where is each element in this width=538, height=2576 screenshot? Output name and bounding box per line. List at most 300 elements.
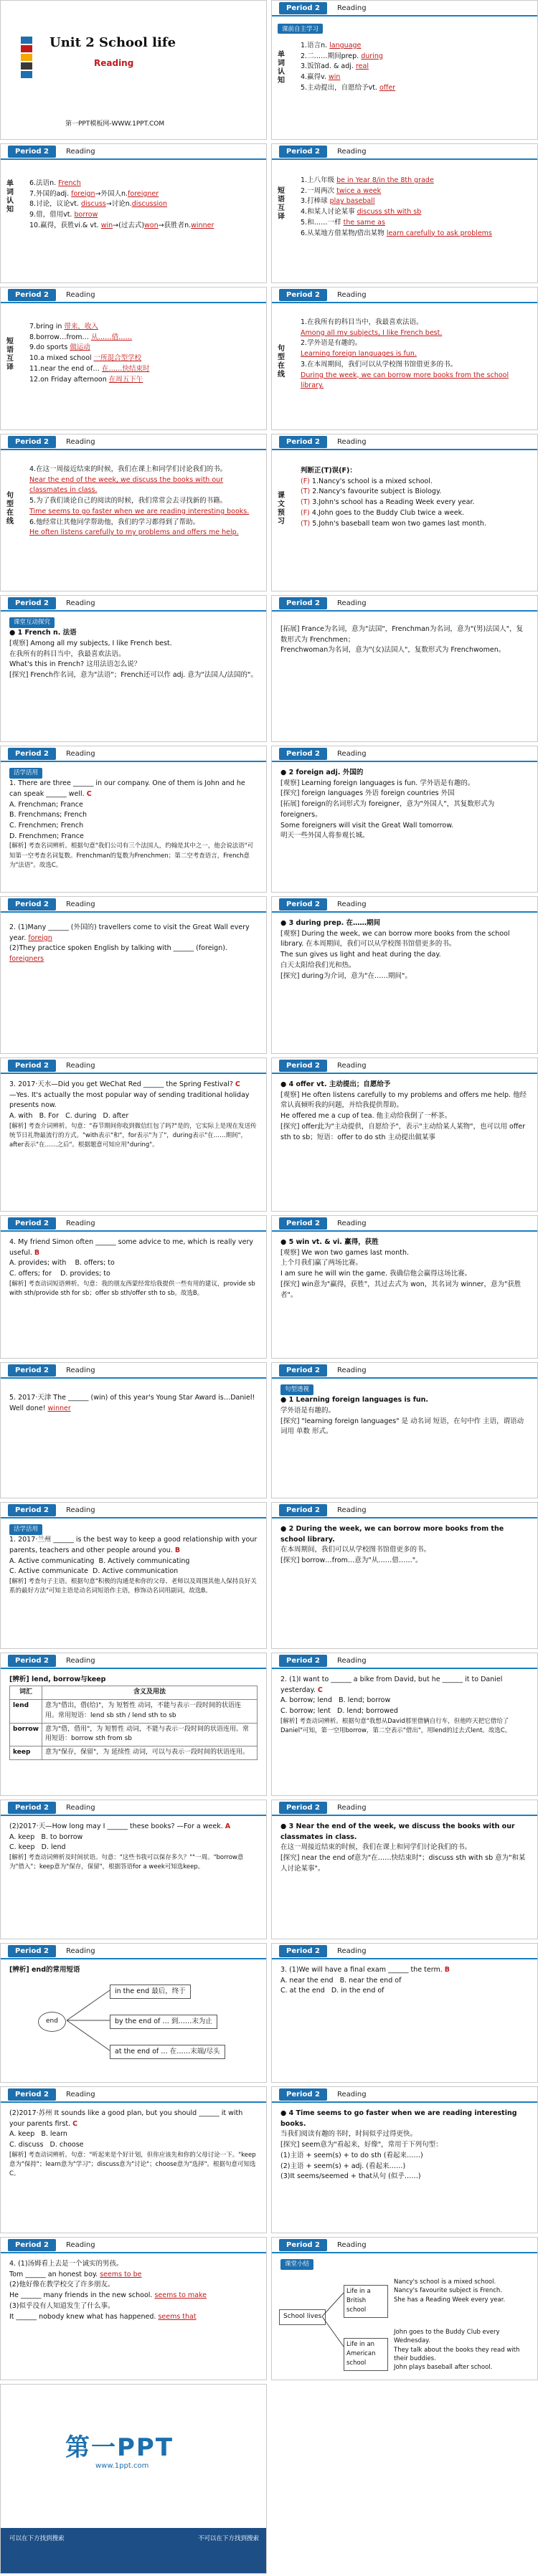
exercise-content	[1, 1518, 266, 1602]
section-label: Reading	[336, 1219, 367, 1227]
options: A. keep B. learn	[9, 2130, 67, 2139]
text-line: 明天一些外国人将参观长城。	[280, 832, 369, 840]
period-badge: Period 2	[279, 436, 327, 448]
point-content	[272, 1816, 537, 1881]
slide-header	[1, 596, 266, 612]
slide-header	[1, 287, 266, 303]
slide-header	[272, 1363, 537, 1379]
slide-header	[272, 1503, 537, 1518]
table-row	[10, 1723, 258, 1746]
section-label: Reading	[65, 1061, 95, 1070]
mindmap-branch: by the end of … 到……末为止	[110, 2015, 217, 2030]
summary-items	[394, 2328, 534, 2372]
explanation: [解析] 考查动词辨析。根据句意"我想从David那里借辆自行车，但他昨天把它借给了Daniel"可知，第一空用borrow，第二空表示"借出"，用lend的过去式lent。故选C。	[280, 1717, 511, 1735]
section-label: Reading	[336, 2240, 367, 2249]
mindmap-content	[1, 1959, 266, 2075]
section-label: Reading	[65, 1219, 95, 1227]
section-label: Reading	[65, 1803, 95, 1812]
question-intro: (2)他好像在教学校交了许多朋友。	[9, 2281, 115, 2289]
period-badge: Period 2	[279, 597, 327, 609]
options: C. keep D. lend	[9, 1843, 66, 1852]
slide-header	[1, 2238, 266, 2253]
slide-header	[272, 1653, 537, 1669]
question: 3. 2017·天水—Did you get WeChat Red ______ the Spring Festival? C	[9, 1080, 240, 1088]
point-title: ● 3 during prep. 在……期间	[280, 919, 381, 927]
answer: seems to be	[100, 2270, 142, 2278]
table-cell: lend	[10, 1699, 42, 1723]
point-title: ● 5 win vt. & vi. 赢得，获胜	[280, 1238, 379, 1246]
section-tag: 活学活用	[9, 768, 42, 779]
period-badge: Period 2	[8, 1364, 56, 1377]
text-line: [观察] Among all my subjects, I like French best.	[9, 639, 172, 647]
point-title: ● 2 During the week, we can borrow more books from the school library.	[280, 1525, 504, 1544]
point-content	[272, 913, 537, 987]
period-badge: Period 2	[279, 1802, 327, 1814]
list-item: John plays baseball after school.	[394, 2364, 493, 2372]
slide-header	[272, 287, 537, 303]
list-item: 1.上八年级 be in Year 8/in the 8th grade	[301, 176, 434, 184]
section-label: Reading	[65, 147, 95, 156]
slide-header	[1, 746, 266, 762]
options: A. keep B. to borrow	[9, 1833, 83, 1841]
slide-exercise-7	[271, 1653, 538, 1796]
explanation: [解析] 考查名词辨析。根据句意"我们公司有三个法国人，约翰是其中之一，他会说法语"可知第一空考查名词复数。Frenchman的复数为Frenchmen；第二空考查语言，French意为"法语"。故选C。	[9, 842, 254, 869]
options: A. provides; with B. offers; to	[9, 1259, 115, 1268]
slide-header	[1, 897, 266, 913]
slide-cover	[0, 0, 267, 140]
list-item: 9.do sports 做运动	[29, 343, 90, 352]
period-badge: Period 2	[279, 1504, 327, 1516]
side-label: 单词认知	[6, 180, 14, 214]
slide-header	[272, 1216, 537, 1232]
list-item: 10.赢得，获胜vi.& vt. win→(过去式)won→获胜者n.winner	[29, 221, 214, 229]
list-item: (T) 5.John's baseball team won two games last month.	[301, 519, 486, 528]
option: C. Frenchmen; French	[9, 822, 84, 830]
section-label: Reading	[65, 1366, 95, 1374]
slide-header	[1, 1800, 266, 1816]
list-item: 1.在我所有的科目当中，我最喜欢法语。 Among all my subjects, I like French best.	[301, 318, 443, 337]
explanation: [解析] 考查动词辨析及时间状语。句意："这些书我可以保存多久？""一周。"borrow意为"借入"；keep意为"保存，保留"，根据答语for a week可知选keep。	[9, 1854, 244, 1871]
summary-items	[394, 2278, 534, 2304]
slide-header	[272, 2087, 537, 2103]
question-intro: (3)似乎没有人知道发生了什么事。	[9, 2301, 115, 2310]
text-line: [观察] Learning foreign languages is fun. 学外语是有趣的。	[280, 779, 475, 787]
table-cell: keep	[10, 1746, 42, 1760]
point-content	[272, 1074, 537, 1149]
section-tag: 课堂互动探究	[9, 617, 55, 628]
text-line: 在这一周接近结束的时候，我们在课上和同学们讨论我们的书。	[280, 1843, 472, 1852]
side-label: 单词认知	[278, 51, 285, 85]
question: 2. (1)I want to ______ a bike from David, but he ______ it to Daniel yesterday. C	[280, 1676, 503, 1694]
slide-header	[1, 2087, 266, 2103]
text-line: Some foreigners will visit the Great Wall tomorrow.	[280, 821, 454, 830]
list-item: 5.和……一样 the same as	[301, 218, 385, 227]
table-row	[10, 1746, 258, 1760]
options: A. Active communicating B. Actively communicating	[9, 1556, 190, 1565]
section-label: Reading	[336, 1656, 367, 1665]
section-label: Reading	[65, 900, 95, 908]
list-item: She has a Reading Week every year.	[394, 2296, 506, 2304]
answer: B	[34, 1248, 40, 1257]
question: (2)2017·苏州 It sounds like a good plan, but you should ______ it with your parents first. C	[9, 2109, 243, 2128]
slide-header	[272, 1058, 537, 1074]
mindmap-title: [辨析] end的常用短语	[9, 1966, 80, 1974]
period-badge: Period 2	[279, 2239, 327, 2251]
slide-header	[272, 1, 537, 16]
footer-left: 可以在下方找到搜索	[9, 2535, 65, 2542]
logo-footer	[1, 2528, 267, 2574]
text-line: 在本周期间，我们可以从学校图书馆借更多的书。	[280, 1546, 431, 1554]
text-line: [探究] win意为"赢得，获胜"，其过去式为 won，其名词为 winner，意为"获胜者"。	[280, 1280, 522, 1299]
period-badge: Period 2	[279, 1217, 327, 1230]
section-label: Reading	[336, 1947, 367, 1955]
point-content	[272, 1379, 537, 1443]
options: C. borrow; lent D. lend; borrowed	[280, 1707, 398, 1716]
slide-exercise-11	[0, 2237, 267, 2380]
text-line: 学外语是有趣的。	[280, 1406, 336, 1415]
slide-header	[1, 144, 266, 160]
period-badge: Period 2	[279, 1060, 327, 1072]
summary-node: Life in a British school	[344, 2285, 388, 2318]
section-label: Reading	[65, 599, 95, 607]
point-content	[272, 2103, 537, 2188]
question: He ______ many friends in the new school. seems to make	[9, 2291, 207, 2300]
point-title: ● 4 Time seems to go faster when we are reading interesting books.	[280, 2109, 517, 2128]
list-item: (T) 2.Nancy's favourite subject is Biology.	[301, 488, 442, 496]
list-item: 11.near the end of… 在……快结束时	[29, 364, 150, 373]
slide-header	[272, 596, 537, 612]
slide-preview-tf	[271, 434, 538, 591]
logo-area	[1, 2385, 267, 2528]
period-badge: Period 2	[8, 1802, 56, 1814]
answer: B	[444, 1966, 450, 1974]
period-badge: Period 2	[279, 1364, 327, 1377]
section-tag: 课前自主学习	[278, 24, 323, 34]
text-line: 在我所有的科目当中，我最喜欢法语。	[9, 650, 126, 658]
slide-compare-table	[0, 1653, 267, 1796]
list-item: 2.一周两次 twice a week	[301, 186, 382, 195]
text-line: [观察] We won two games last month.	[280, 1248, 410, 1257]
question: It ______ nobody knew what has happened. seems that	[9, 2312, 197, 2321]
options: A. near the end B. near the end of	[280, 1976, 402, 1985]
point-title: ● 1 French n. 法语	[9, 629, 77, 637]
section-label: Reading	[336, 147, 367, 156]
section-label: Reading	[336, 4, 367, 12]
list-item: They talk about the books they read with their buddies.	[394, 2346, 520, 2362]
answer: B	[174, 1546, 181, 1554]
table-cell: borrow	[10, 1723, 42, 1746]
table-row	[10, 1699, 258, 1723]
question: 5. 2017·天津 The ______ (win) of this year's Young Star Award is…Daniel! Well done! winner	[9, 1394, 255, 1412]
section-label: Reading	[65, 1506, 95, 1514]
slide-exercise-1	[0, 746, 267, 893]
list-item: 3.在本周期间，我们可以从学校图书馆借更多的书。 During the week, we can borrow more books from the school library.	[301, 360, 509, 390]
point-title: ● 1 Learning foreign languages is fun.	[280, 1396, 429, 1405]
list-item: 1.语言n. language	[301, 42, 362, 49]
list-item: John goes to the Buddy Club every Wednesday.	[394, 2329, 500, 2345]
list-item: 2.二……期间prep. during	[301, 52, 383, 60]
section-label: Reading	[336, 2090, 367, 2099]
period-badge: Period 2	[8, 436, 56, 448]
exercise-content	[1, 1379, 266, 1420]
text-line: (3)It seems/seemed + that从句 (似乎……)	[280, 2172, 421, 2181]
text-line: [探究] borrow…from…意为"从……借……"。	[280, 1556, 423, 1565]
answer: foreign	[28, 933, 52, 942]
list-item: 2.学外语是有趣的。 Learning foreign languages is fun.	[301, 339, 417, 358]
slide-end-phrases	[0, 1943, 267, 2083]
answer: C	[86, 789, 92, 798]
answer: seems that	[158, 2312, 197, 2321]
list-item: 10.a mixed school 一所混合型学校	[29, 354, 142, 363]
slide-sentence-seem	[271, 2086, 538, 2233]
list-item: 12.on Friday afternoon 在周五下午	[29, 375, 143, 384]
period-badge: Period 2	[8, 1060, 56, 1072]
list-item: 4.和某人讨论某事 discuss sth with sb	[301, 208, 422, 217]
text-line: 上个月我们赢了两场比赛。	[280, 1259, 363, 1268]
option: D. Frenchmen; France	[9, 832, 84, 840]
question: 4. My friend Simon often ______ some advice to me, which is really very useful. B	[9, 1238, 253, 1257]
section-label: Reading	[65, 2090, 95, 2099]
answer: C	[317, 1686, 323, 1694]
exercise-content	[272, 1669, 537, 1741]
list-item: 4.在这一周接近结束的时候，我们在课上和同学们讨论我们的书。 Near the end of the week, we discuss the books with our classmates in class.	[29, 465, 227, 495]
text-line: [探究] near the end of意为"在……快结束时"；discuss sth with sb 意为"和某人讨论某事"。	[280, 1854, 526, 1873]
section-label: Reading	[336, 290, 367, 299]
slide-header	[1, 1216, 266, 1232]
list-item: 9.借，借用vt. borrow	[29, 211, 98, 219]
cover-title: Unit 2 School life	[49, 35, 176, 50]
period-badge: Period 2	[279, 1945, 327, 1957]
side-label: 短语互译	[278, 187, 285, 221]
side-label: 句型在线	[6, 492, 14, 526]
section-tag: 句型透视	[280, 1384, 313, 1395]
period-badge: Period 2	[279, 289, 327, 301]
slide-header	[272, 2238, 537, 2253]
summary-root: School lives	[279, 2309, 326, 2325]
table-cell: 意为"保存，保留"，为 延续性 动词，可以与表示一段时间的状语连用。	[42, 1746, 258, 1760]
exercise-content	[1, 1232, 266, 1304]
slide-header	[272, 434, 537, 450]
slide-header	[1, 1058, 266, 1074]
slide-point-french	[0, 595, 267, 742]
options: C. offers; for D. provides; to	[9, 1270, 110, 1278]
answer: seems to make	[154, 2291, 207, 2300]
slide-header	[1, 1944, 266, 1959]
period-badge: Period 2	[279, 1655, 327, 1667]
exercise-content	[1, 2253, 266, 2328]
section-label: Reading	[336, 749, 367, 758]
explanation: [解析] 考查句子主语。根据句意"积极的沟通是和你的父母、老师以及周围其他人保持良好关系的最好方法"可知主语是动名词短语作主语，修饰动名词用副词，故选B。	[9, 1578, 257, 1595]
logo-text: 第一PPT	[65, 2433, 174, 2462]
list-item: 3.饭馆ad. & adj. real	[301, 62, 369, 71]
text-line: (2)主语 + seem(s) + adj. (看起来……)	[280, 2162, 406, 2170]
list-item: Nancy's school is a mixed school.	[394, 2278, 496, 2286]
table-content	[1, 1669, 266, 1766]
period-badge: Period 2	[279, 898, 327, 911]
exercise-content	[1, 2103, 266, 2185]
slide-exercise-8	[0, 1800, 267, 1939]
question: Tom ______ an honest boy. seems to be	[9, 2270, 142, 2278]
exercise-content	[1, 1816, 266, 1878]
list-item: (F) 1.Nancy's school is a mixed school.	[301, 477, 433, 485]
answer: A	[225, 1822, 231, 1830]
text-line: I am sure he will win the game. 我确信他会赢得这场比赛。	[280, 1270, 472, 1278]
list-item: 6.他经常让其他同学帮助他，我们的学习都得到了帮助。 He often listens carefully to my problems and offers me help.	[29, 518, 239, 537]
text-line: [观察] During the week, we can borrow more books from the school library. 在本周期间，我们可以从学校图书馆借更多的书。	[280, 929, 510, 949]
period-badge: Period 2	[8, 1655, 56, 1667]
phrase-list	[292, 170, 501, 244]
options: C. Active communicate D. Active communication	[9, 1567, 179, 1576]
period-badge: Period 2	[279, 2088, 327, 2101]
list-item: 4.赢得v. win	[301, 73, 341, 82]
point-title: ● 2 foreign adj. 外国的	[280, 769, 364, 776]
summary-content	[272, 2253, 537, 2375]
text-line: [探究] "learning foreign languages" 是 动名词 短语，在句中作 主语，谓语动词用 单数 形式。	[280, 1417, 524, 1436]
sentence-list	[292, 312, 533, 397]
exercise-content	[1, 762, 266, 876]
section-label: Reading	[336, 1366, 367, 1374]
footer-right: 不可以在下方找到搜索	[197, 2535, 259, 2542]
section-label: Reading	[65, 2240, 95, 2249]
point-content	[272, 612, 537, 662]
table-title: [辨析] lend, borrow与keep	[9, 1676, 106, 1683]
text-line: He offered me a cup of tea. 他主动给我倒了一杯茶。	[280, 1112, 452, 1121]
column-header: 含义及用法	[42, 1686, 258, 1699]
text-line: What's this in French? 这用法语怎么说？	[9, 660, 141, 669]
explanation: [解析] 考查动词短语辨析。句意：我的朋友西蒙经常给我提供一些有用的建议，provide sb with sth/provide sth for sb；offer sb sth/offer sth to sb。故选B。	[9, 1280, 255, 1298]
text-line: 当我们阅读有趣的书时，时间似乎过得更快。	[280, 2130, 417, 2139]
period-badge: Period 2	[279, 146, 327, 158]
mindmap-branch: in the end 最后，终于	[110, 1985, 191, 2000]
tf-title: 判断正(T)误(F)：	[301, 467, 357, 475]
section-label: Reading	[65, 749, 95, 758]
question: 1. There are three ______ in our company. One of them is John and he can speak ______ well. C	[9, 779, 245, 798]
text-line: 白天太阳给我们光和热。	[280, 961, 356, 969]
slide-header	[272, 1800, 537, 1816]
table-header-row	[10, 1686, 258, 1699]
list-item: (T) 3.John's school has a Reading Week every year.	[301, 498, 475, 507]
period-badge: Period 2	[8, 146, 56, 158]
slide-point-during	[271, 896, 538, 1054]
list-item: 5.为了我们谈论自己的阅读的时候，我们常常会去寻找新的书籍。 Time seems to go faster when we are reading interesting books.	[29, 497, 250, 515]
period-badge: Period 2	[8, 1945, 56, 1957]
mindmap	[9, 1976, 258, 2069]
question: 3. (1)We will have a final exam ______ the term. B	[280, 1966, 450, 1974]
explanation: [解析] 考查介词辨析。句意："春节期间你收到微信红包了吗?"是的，它实际上是现在发送传统节日礼物最流行的方式。"with表示"和"，for表示"为了"，during表示"在……期间"，after表示"在……之后"。根据题意可知应用"during"。	[9, 1122, 257, 1149]
table-cell: 意为"借，借用"，为 短暂性 动词，不能与表示一段时间的状语连用。常用短语：borrow sth from sb	[42, 1723, 258, 1746]
list-item: 6.从某地方借某物/借出某物 learn carefully to ask problems	[301, 229, 492, 237]
sentence-list	[21, 459, 262, 544]
period-badge: Period 2	[279, 2, 327, 14]
exercise-content	[272, 1959, 537, 2002]
slide-header	[1, 1503, 266, 1518]
slide-exercise-4	[0, 1215, 267, 1359]
exercise-content	[1, 913, 266, 971]
text-line: (1)主语 + seem(s) + to do sth (看起来……)	[280, 2151, 423, 2159]
slide-phrases-1	[271, 143, 538, 283]
question: 1. 2017·兰州 ______ is the best way to keep a good relationship with your parents, teachers and other people around you. B	[9, 1536, 258, 1554]
text-line: [拓展] France为名词，意为"法国"，Frenchman为名词，意为"(男)法国人"，复数形式为 Frenchmen；	[280, 625, 524, 644]
section-label: Reading	[65, 1656, 95, 1665]
cover-footer: 第一PPT模板网-WWW.1PPT.COM	[65, 120, 165, 128]
slide-header	[272, 746, 537, 762]
text-line: Frenchwoman为名词，意为"(女)法国人"，复数形式为 Frenchwomen。	[280, 646, 506, 655]
decor-stripes	[21, 37, 32, 80]
options: C. at the end D. in the end of	[280, 1987, 384, 1995]
slide-sentence-borrow	[271, 1502, 538, 1649]
period-badge: Period 2	[8, 748, 56, 760]
point-content	[272, 1518, 537, 1572]
section-label: Reading	[336, 599, 367, 607]
list-item: 7.外国的adj. foreign→外国人n.foreigner	[29, 189, 159, 198]
section-label: Reading	[65, 437, 95, 446]
side-label: 短语互译	[6, 338, 14, 371]
mindmap-branch: at the end of … 在……末端/尽头	[110, 2045, 225, 2060]
options: A. with B. For C. during D. after	[9, 1112, 129, 1121]
list-item: Nancy's favourite subject is French.	[394, 2287, 503, 2295]
section-label: Reading	[65, 290, 95, 299]
period-badge: Period 2	[8, 597, 56, 609]
option: B. Frenchmans; French	[9, 811, 87, 819]
answer: C	[72, 2119, 78, 2128]
answer: foreigners	[9, 955, 44, 964]
period-badge: Period 2	[8, 1217, 56, 1230]
list-item: 3.打棒球 play baseball	[301, 197, 375, 206]
slide-exercise-3	[0, 1058, 267, 1212]
section-label: Reading	[336, 437, 367, 446]
slide-sentences-2	[0, 434, 267, 591]
section-tag: 课堂小结	[280, 2259, 313, 2270]
slide-exercise-10	[0, 2086, 267, 2233]
slide-header	[272, 897, 537, 913]
slide-words-2	[0, 143, 267, 283]
slide-header	[1, 434, 266, 450]
explanation: [解析] 考查动词辨析。句意："听起来是个好计划，但你应该先和你的父母讨论一下。"keep意为"保持"；learn意为"学习"；discuss意为"讨论"；choose意为"选择"。根据句意可知选C。	[9, 2151, 256, 2178]
exercise-content	[1, 1074, 266, 1156]
list-item: 8.讨论，议论vt. discuss→讨论n.discussion	[29, 200, 168, 209]
point-content	[1, 612, 266, 687]
section-label: Reading	[336, 900, 367, 908]
slide-sentences-1	[271, 287, 538, 430]
list-item: 5.主动提出，自愿给予vt. offer	[301, 83, 396, 92]
list-item: 6.法语n. French	[29, 179, 81, 187]
point-title: ● 4 offer vt. 主动提出；自愿给予	[280, 1080, 391, 1088]
options: C. discuss D. choose	[9, 2141, 84, 2149]
point-content	[272, 762, 537, 847]
section-label: Reading	[65, 1947, 95, 1955]
slide-point-france	[271, 595, 538, 742]
text-line: [探究] French作名词，意为"法语"；French还可以作 adj. 意为"法国人/法国的"。	[9, 671, 258, 680]
mindmap-center: end	[38, 2012, 66, 2032]
list-item: (F) 4.John goes to the Buddy Club twice a week.	[301, 508, 465, 517]
section-label: Reading	[336, 1506, 367, 1514]
slide-header	[272, 1944, 537, 1959]
text-line: [探究] seem意为"看起来，好像"，常用于下列句型：	[280, 2141, 443, 2149]
point-title: ● 3 Near the end of the week, we discuss the books with our classmates in class.	[280, 1822, 515, 1841]
question-b: —Yes. It's actually the most popular way of sending traditional holiday presents now.	[9, 1090, 250, 1110]
slide-exercise-5	[0, 1362, 267, 1498]
summary-node: Life in an American school	[344, 2338, 388, 2371]
answer: C	[235, 1080, 240, 1088]
list-item: 8.borrow…from… 从……借……	[29, 333, 133, 341]
text-line: [探究] foreign languages 外语 foreign countries 外国	[280, 789, 455, 798]
word-list	[21, 173, 222, 237]
table-cell: 意为"借出，借(给)"，为 短暂性 动词，不能与表示一段时间的状语连用。常用短语：lend sb sth / lend sth to sb	[42, 1699, 258, 1723]
compare-table	[9, 1686, 258, 1761]
question: 2. (1)Many ______ (外国的) travellers come to visit the Great Wall every year. foreign	[9, 923, 250, 942]
slide-phrases-2	[0, 287, 267, 430]
slide-logo	[0, 2384, 267, 2574]
